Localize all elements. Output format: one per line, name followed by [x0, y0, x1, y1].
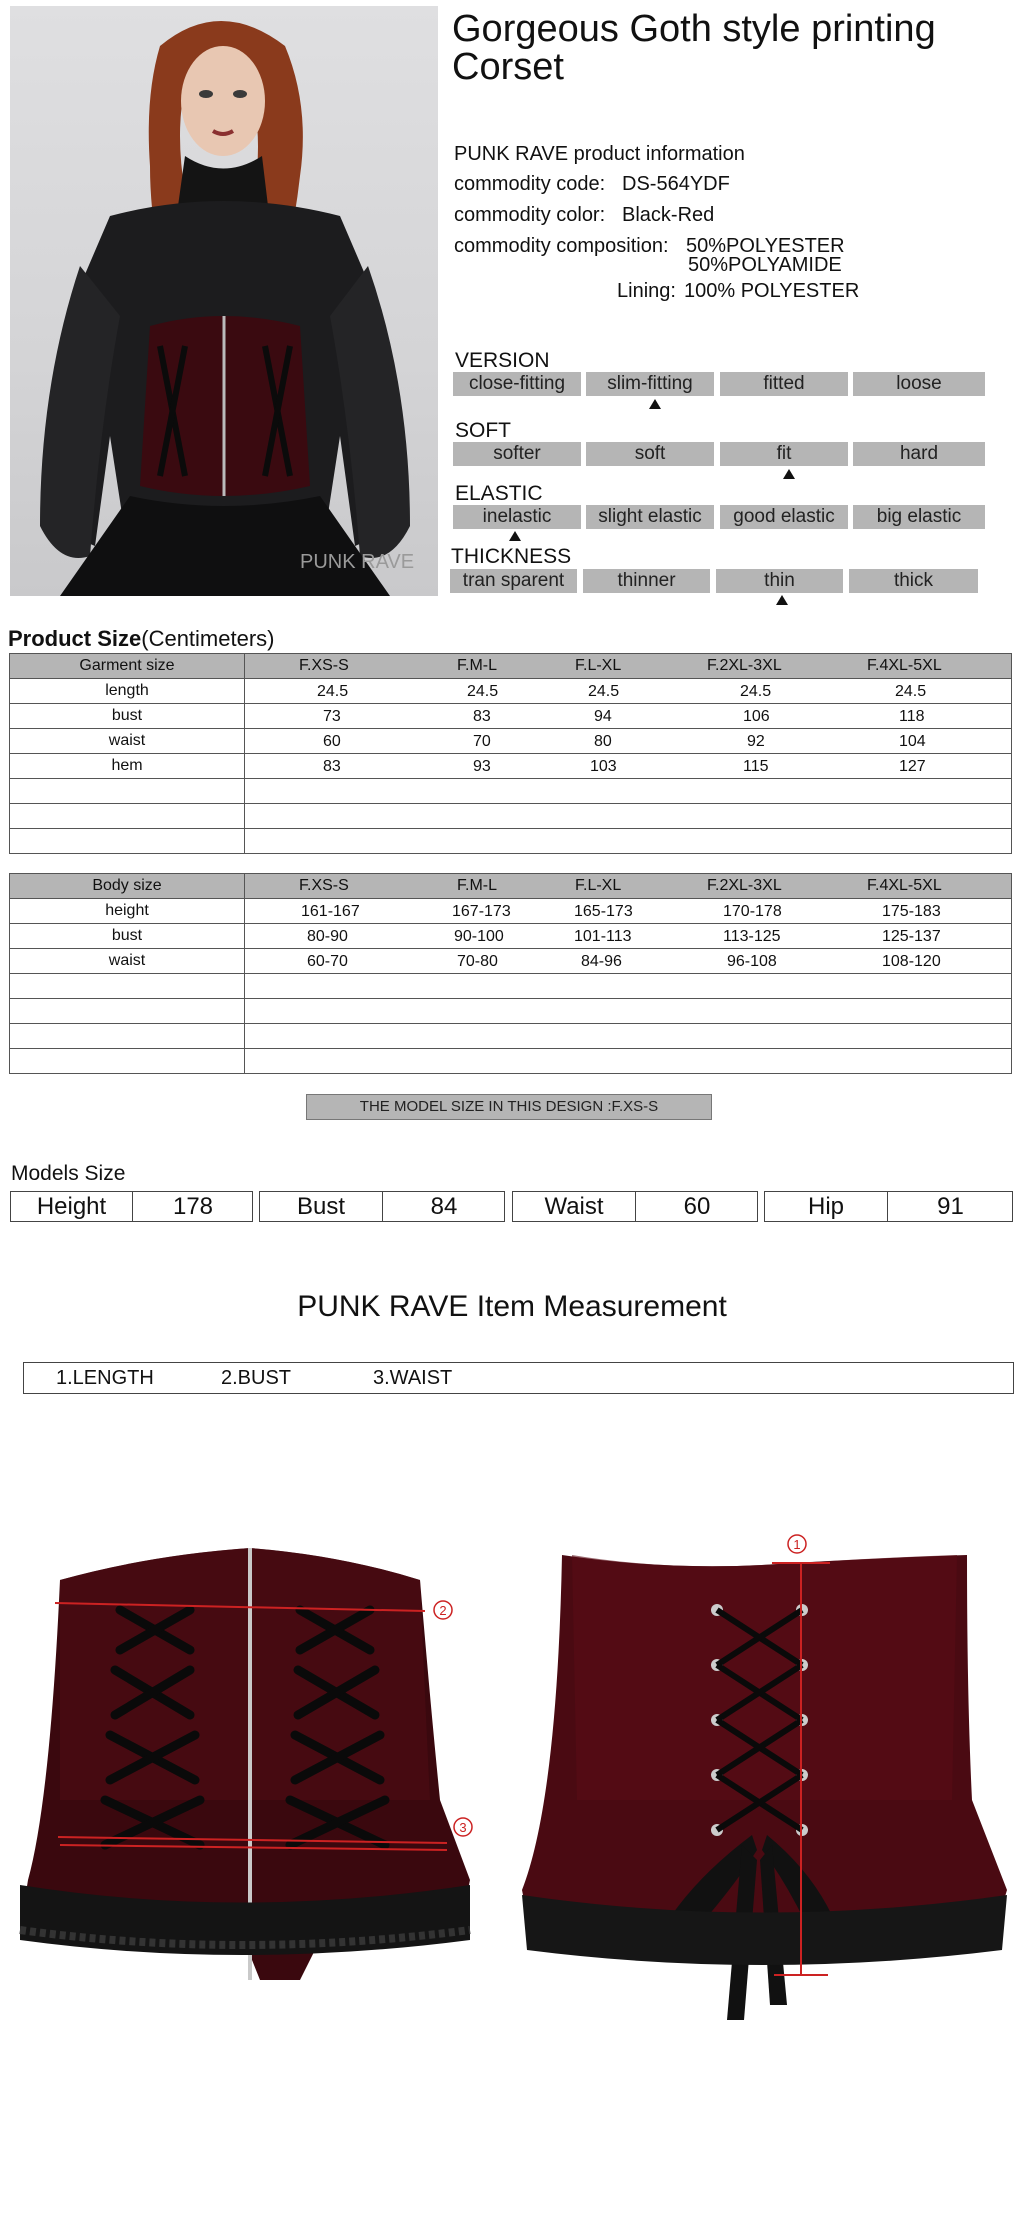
scale-soft: [453, 442, 985, 466]
product-size-heading: Product Size: [8, 626, 142, 651]
composition-line1: 50%POLYESTER: [686, 235, 845, 257]
triangle-marker-icon: [649, 399, 661, 409]
table-header-cell: Garment size: [10, 654, 245, 679]
table-row: [10, 704, 1012, 729]
table-cell: 80-90: [307, 928, 348, 945]
scale-option: fitted: [720, 372, 848, 396]
table-cell: 60-70: [307, 953, 348, 970]
table-row: [10, 804, 1012, 829]
scale-option: slight elastic: [586, 505, 714, 529]
model-measure-value: 178: [172, 1193, 214, 1220]
model-measure-hip: [764, 1191, 1013, 1222]
row-label: waist: [10, 729, 245, 754]
measure-marker-2: 2: [439, 1603, 447, 1618]
row-label: waist: [10, 949, 245, 974]
code-label: commodity code:: [454, 173, 606, 195]
model-measure-height: [10, 1191, 253, 1222]
product-size-title: [8, 626, 275, 652]
row-label: bust: [10, 704, 245, 729]
scale-option: inelastic: [453, 505, 581, 529]
composition-label: commodity composition:: [454, 235, 669, 257]
table-row: [10, 829, 1012, 854]
table-cell: 127: [899, 758, 926, 775]
measure-marker-1: 1: [793, 1537, 801, 1552]
table-cell: 104: [899, 733, 926, 750]
table-header-cell: Body size: [10, 874, 245, 899]
model-illustration: [10, 6, 438, 596]
table-cell: 125-137: [882, 928, 941, 945]
table-cell: 24.5: [588, 683, 620, 700]
table-cell: 92: [747, 733, 765, 750]
table-cell: 84-96: [581, 953, 622, 970]
scale-option: big elastic: [853, 505, 985, 529]
composition-line2: 50%POLYAMIDE: [688, 254, 842, 276]
table-cell: 94: [594, 708, 612, 725]
table-row: [10, 874, 1012, 899]
row-label: hem: [10, 754, 245, 779]
scale-elastic: [453, 505, 985, 529]
model-measure-waist: [512, 1191, 758, 1222]
scale-option: soft: [586, 442, 714, 466]
table-cell: 118: [899, 708, 925, 725]
scale-option: slim-fitting: [586, 372, 714, 396]
hero-model-photo: [10, 6, 438, 596]
triangle-marker-icon: [783, 469, 795, 479]
model-measure-label: Waist: [544, 1193, 604, 1220]
table-row: [10, 729, 1012, 754]
scale-option: thick: [849, 569, 978, 593]
body-size-table: [9, 873, 1012, 1074]
measure-marker-3: 3: [459, 1820, 467, 1835]
table-cell: 103: [590, 758, 617, 775]
table-row: [10, 974, 1012, 999]
corset-front-image: [0, 1500, 512, 2020]
model-size-note: THE MODEL SIZE IN THIS DESIGN :F.XS-S: [306, 1094, 712, 1120]
model-measure-value: 91: [937, 1193, 964, 1220]
model-measure-label: Hip: [807, 1193, 844, 1220]
size-header: F.L-XL: [575, 877, 622, 894]
row-label: height: [10, 899, 245, 924]
table-row: [10, 654, 1012, 679]
table-cell: 108-120: [882, 953, 941, 970]
model-measure-value: 84: [430, 1193, 458, 1220]
table-cell: 165-173: [574, 903, 633, 920]
table-cell: 24.5: [895, 683, 927, 700]
lining-label: Lining:: [617, 280, 676, 302]
model-measure-bust: [259, 1191, 505, 1222]
size-header: F.2XL-3XL: [707, 657, 782, 674]
scale-thickness: [450, 569, 978, 593]
table-row: [10, 999, 1012, 1024]
table-cell: 70: [473, 733, 491, 750]
table-cell: 167-173: [452, 903, 511, 920]
table-row: [10, 899, 1012, 924]
scale-version: [453, 372, 985, 396]
table-cell: 73: [323, 708, 341, 725]
table-cell: 70-80: [457, 953, 498, 970]
product-title: Gorgeous Goth style printing Corset: [452, 8, 936, 88]
scale-option: fit: [720, 442, 848, 466]
corset-back-image: [512, 1500, 1024, 2040]
scale-option: hard: [853, 442, 985, 466]
row-label: length: [10, 679, 245, 704]
scale-option: tran sparent: [450, 569, 577, 593]
scale-option: thin: [716, 569, 843, 593]
scale-title-elastic: ELASTIC: [455, 482, 543, 505]
table-cell: 83: [473, 708, 491, 725]
table-cell: 60: [323, 733, 341, 750]
watermark-text: PUNK RAVE: [300, 551, 415, 573]
scale-option: loose: [853, 372, 985, 396]
lining-value: 100% POLYESTER: [684, 280, 860, 302]
triangle-marker-icon: [509, 531, 521, 541]
table-cell: 161-167: [301, 903, 360, 920]
scale-option: thinner: [583, 569, 710, 593]
measurement-legend: [23, 1362, 1014, 1394]
table-row: [10, 779, 1012, 804]
color-label: commodity color:: [454, 204, 606, 226]
measurement-item: 1.LENGTH: [56, 1367, 154, 1389]
size-header: F.2XL-3XL: [707, 877, 782, 894]
color-value: Black-Red: [622, 204, 715, 226]
models-size-title: Models Size: [11, 1162, 126, 1185]
row-label: bust: [10, 924, 245, 949]
scale-option: softer: [453, 442, 581, 466]
table-cell: 24.5: [467, 683, 499, 700]
model-measure-value: 60: [683, 1193, 711, 1220]
table-cell: 106: [743, 708, 770, 725]
size-header: F.4XL-5XL: [867, 657, 942, 674]
table-cell: 24.5: [317, 683, 349, 700]
size-header: F.XS-S: [299, 657, 349, 674]
model-measure-label: Bust: [296, 1193, 346, 1220]
table-row: [10, 679, 1012, 704]
table-row: [10, 754, 1012, 779]
size-header: F.M-L: [457, 657, 497, 674]
table-cell: 90-100: [454, 928, 504, 945]
measurement-item: 3.WAIST: [373, 1367, 453, 1389]
size-header: F.XS-S: [299, 877, 349, 894]
measurement-item: 2.BUST: [221, 1367, 292, 1389]
size-header: F.L-XL: [575, 657, 622, 674]
table-cell: 170-178: [723, 903, 782, 920]
table-cell: 93: [473, 758, 491, 775]
measurement-title: PUNK RAVE Item Measurement: [297, 1290, 727, 1323]
size-header: F.4XL-5XL: [867, 877, 942, 894]
garment-size-table: [9, 653, 1012, 854]
scale-title-thickness: THICKNESS: [451, 545, 572, 568]
table-cell: 113-125: [723, 928, 781, 945]
scale-option: close-fitting: [453, 372, 581, 396]
table-row: [10, 949, 1012, 974]
scale-title-soft: SOFT: [455, 419, 511, 442]
table-row: [10, 1049, 1012, 1074]
table-cell: 101-113: [574, 928, 632, 945]
product-size-unit: (Centimeters): [141, 626, 275, 651]
scale-option: good elastic: [720, 505, 848, 529]
table-cell: 96-108: [727, 953, 777, 970]
table-cell: 175-183: [882, 903, 941, 920]
triangle-marker-icon: [776, 595, 788, 605]
table-cell: 24.5: [740, 683, 772, 700]
table-row: [10, 1024, 1012, 1049]
table-cell: 80: [594, 733, 612, 750]
size-header: F.M-L: [457, 877, 497, 894]
model-measure-label: Height: [36, 1193, 107, 1220]
code-value: DS-564YDF: [622, 173, 730, 195]
table-cell: 115: [743, 758, 769, 775]
table-cell: 83: [323, 758, 341, 775]
table-row: [10, 924, 1012, 949]
scale-title-version: VERSION: [455, 349, 550, 372]
brand-info: PUNK RAVE product information: [454, 143, 745, 165]
